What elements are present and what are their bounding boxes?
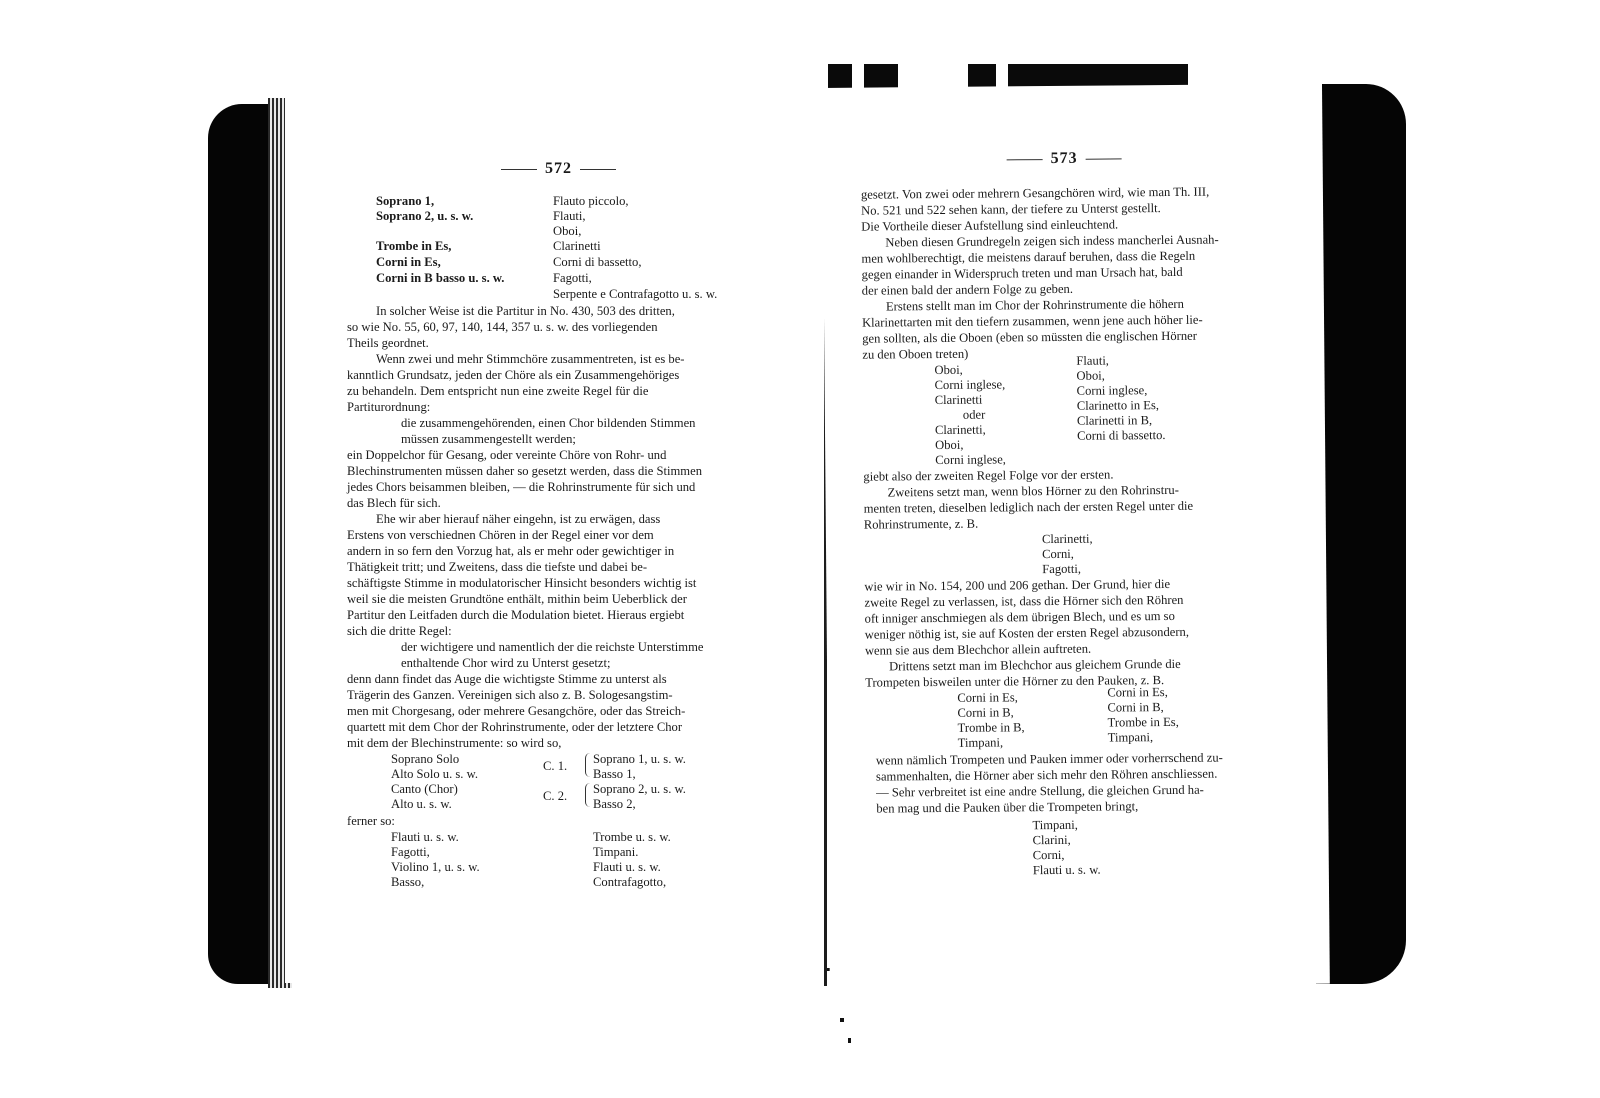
text-line: Trombe in B, (957, 720, 1025, 735)
text-line: Flauti u. s. w. (1032, 862, 1101, 878)
text-line: Trombe in Es, (1107, 714, 1179, 730)
text-line: gen sollten, als die Oboen (eben so müssten die englischen Hörner (862, 328, 1197, 346)
text-line: In solcher Weise ist die Partitur in No. 430, 503 des dritten, (376, 304, 675, 318)
text-line: ben mag und die Pauken über die Trompeten bringt, (876, 799, 1139, 816)
text-line: Flauti u. s. w. (593, 860, 661, 874)
text-line: sich die dritte Regel: (347, 624, 452, 638)
text-line: Clarinetto in Es, (1076, 398, 1160, 413)
text-line: — Sehr verbreitet ist eine andre Stellung, die gleichen Grund ha- (876, 782, 1204, 800)
text-line: oder (962, 407, 986, 422)
text-line: Oboi, (553, 224, 582, 238)
text-line: Blechinstrumenten müssen daher so gesetzt werden, dass die Stimmen (347, 464, 702, 478)
page-number: 573 (1050, 149, 1078, 168)
text-line: Oboi, (934, 362, 963, 378)
text-line: die zusammengehörenden, einen Chor bildenden Stimmen (401, 416, 696, 430)
text-line: Soprano 2, u. s. w. (376, 209, 474, 223)
text-line: Wenn zwei und mehr Stimmchöre zusammentreten, ist es be- (376, 352, 685, 366)
text-line: schäftigste Stimme in modulatorischer Hinsicht besonders wichtig ist (347, 576, 697, 590)
text-line: men wohlberechtigt, die meistens darauf beruhen, dass die Regeln (861, 248, 1196, 266)
text-line: Corni in B, (957, 705, 1014, 720)
text-line: Trombe in Es, (376, 239, 452, 253)
text-line: weil sie die meisten Grundtöne enthält, mithin beim Ueberblick der (347, 592, 687, 606)
text-line: müssen zusammengestellt werden; (401, 432, 576, 446)
text-line: Timpani. (593, 845, 639, 859)
text-line: ein Doppelchor für Gesang, oder vereinte Chöre von Rohr- und (347, 448, 667, 462)
text-line: der einen bald der andern Folge zu geben. (861, 281, 1074, 298)
text-line: Rohrinstrumente, z. B. (863, 516, 979, 532)
text-line: Fagotti, (1042, 561, 1082, 577)
text-line: Flauti, (553, 209, 586, 223)
scan-mark (840, 1018, 844, 1022)
text-line: Flauto piccolo, (553, 194, 629, 208)
page-header (493, 160, 624, 178)
text-line: Fagotti, (391, 845, 430, 859)
brace-icon (585, 783, 591, 807)
text-line: Alto Solo u. s. w. (391, 767, 478, 781)
text-line: Contrafagotto, (593, 875, 667, 889)
text-line: Corni in Es, (1107, 685, 1168, 700)
text-line: Fagotti, (553, 271, 592, 285)
text-line: Erstens von verschiednen Chören in der Regel einer vor dem (347, 528, 654, 542)
text-line: Zweitens setzt man, wenn blos Hörner zu den Rohrinstru- (887, 482, 1179, 500)
text-line: Corni in B basso u. s. w. (376, 271, 505, 285)
text-line: Timpani, (1032, 817, 1078, 833)
text-line: zu behandeln. Dem entspricht nun eine zweite Regel für die (347, 384, 649, 398)
text-line: Corni inglese, (1076, 383, 1148, 398)
text-line: Corni inglese, (935, 452, 1006, 468)
text-line: C. 1. (543, 759, 568, 773)
brace-icon (585, 753, 591, 777)
book-cover-right (1316, 84, 1406, 984)
text-line: Clarinetti, (934, 422, 986, 438)
text-line: zweite Regel zu verlassen, ist, dass die Hörner sich den Röhren (864, 592, 1184, 610)
text-line: Soprano 2, u. s. w. (593, 782, 686, 796)
text-line: sammenhalten, die Hörner aber sich mehr den Röhren anschliessen. (875, 766, 1218, 784)
text-line: kanntlich Grundsatz, jeden der Chöre als ein Zusammengehöriges (347, 368, 680, 382)
left-page (285, 98, 826, 983)
text-line: Trägerin des Ganzen. Vereinigen sich also z. B. Sologesangstim- (347, 688, 673, 702)
text-line: das Blech für sich. (347, 496, 441, 510)
text-line: gegen einander in Widerspruch treten und man Ursach hat, bald (861, 264, 1183, 282)
text-line: Die Vortheile dieser Aufstellung sind einleuchtend. (861, 217, 1119, 234)
text-line: C. 2. (543, 789, 568, 803)
text-line: Trombe u. s. w. (593, 830, 671, 844)
text-line: der wichtigere und namentlich der die reichste Unterstimme (401, 640, 704, 654)
text-line: Timpani, (1107, 730, 1154, 745)
text-line: Drittens setzt man im Blechchor aus gleichem Grunde die (888, 656, 1181, 674)
text-line: Corni di bassetto. (1076, 428, 1166, 443)
page-header (999, 149, 1130, 168)
text-line: Neben diesen Grundregeln zeigen sich indess mancherlei Ausnah- (885, 232, 1219, 250)
text-line: andern in so fern den Vorzug hat, als er mehr oder gewichtiger in (347, 544, 675, 558)
text-line: so wie No. 55, 60, 97, 140, 144, 357 u. s. w. des vorliegenden (347, 320, 658, 334)
text-line: enthaltende Chor wird zu Unterst gesetzt; (401, 656, 611, 670)
text-line: Timpani, (957, 735, 1004, 750)
text-line: Partiturordnung: (347, 400, 431, 414)
text-line: jedes Chors beisammen bleiben, — die Rohrinstrumente für sich und (347, 480, 696, 494)
text-line: Serpente e Contrafagotto u. s. w. (553, 287, 718, 301)
text-line: Flauti, (1076, 353, 1109, 368)
text-line: Corni, (1032, 847, 1065, 863)
text-line: oft inniger anschmiegen als dem übrigen Blech, und es um so (864, 608, 1175, 626)
text-line: No. 521 und 522 sehen kann, der tiefere zu Unterst gestellt. (861, 201, 1161, 218)
text-line: Erstens stellt man im Chor der Rohrinstrumente die höhern (885, 296, 1184, 314)
text-line: Clarinetti in B, (1076, 413, 1153, 428)
page-number: 572 (545, 160, 572, 177)
text-line: gesetzt. Von zwei oder mehrern Gesangchören wird, wie man Th. III, (860, 184, 1210, 202)
text-line: giebt also der zweiten Regel Folge vor der ersten. (863, 467, 1114, 484)
scan-mark (848, 1038, 851, 1043)
text-line: Klarinettarten mit den tiefern zusammen, wenn jene auch höher lie- (861, 312, 1203, 330)
text-line: Violino 1, u. s. w. (391, 860, 480, 874)
text-line: Ehe wir aber hierauf näher eingehn, ist zu erwägen, dass (376, 512, 661, 526)
text-line: Canto (Chor) (391, 782, 458, 796)
text-line: Soprano 1, (376, 194, 435, 208)
text-line: Corni in Es, (376, 255, 441, 269)
text-line: Theils geordnet. (347, 336, 429, 350)
text-line: Soprano Solo (391, 752, 460, 766)
text-line: wenn sie aus dem Blechchor allein auftreten. (864, 641, 1092, 658)
text-line: Flauti u. s. w. (391, 830, 459, 844)
text-line: Corni in B, (1107, 700, 1164, 715)
text-line: ferner so: (347, 814, 395, 828)
text-line: Basso 2, (593, 797, 636, 811)
text-line: menten treten, dieselben lediglich nach der ersten Regel unter die (863, 498, 1194, 516)
text-line: Clarinetti, (1041, 531, 1093, 547)
text-line: wenn nämlich Trompeten und Pauken immer oder vorherrschend zu- (875, 750, 1223, 768)
text-line: Clarinetti (553, 239, 601, 253)
text-line: Clarinetti (934, 392, 983, 408)
text-line: Corni in Es, (957, 690, 1018, 705)
text-line: quartett mit dem Chor der Rohrinstrumente, oder der letztere Chor (347, 720, 683, 734)
text-line: Corni di bassetto, (553, 255, 642, 269)
text-line: Thätigkeit tritt; und Zweitens, dass die tiefste und dabei be- (347, 560, 648, 574)
text-line: Trompeten bisweilen unter die Hörner zu den Pauken, z. B. (865, 673, 1165, 690)
text-line: Partitur den Leitfaden durch die Modulation bietet. Hieraus ergiebt (347, 608, 685, 622)
text-line: Corni inglese, (934, 377, 1006, 393)
text-line: mit dem der Blechinstrumente: so wird so, (347, 736, 562, 750)
text-line: men mit Chorgesang, oder mehrere Gesangchöre, oder das Streich- (347, 704, 686, 718)
text-line: Oboi, (935, 437, 964, 453)
text-line: Basso 1, (593, 767, 636, 781)
text-line: zu den Oboen treten) (862, 346, 969, 362)
text-line: Alto u. s. w. (391, 797, 452, 811)
text-line: Clarini, (1032, 832, 1071, 848)
text-line: wie wir in No. 154, 200 und 206 gethan. Der Grund, hier die (864, 576, 1171, 594)
text-line: Oboi, (1076, 368, 1105, 383)
right-page (822, 84, 1330, 988)
text-line: denn dann findet das Auge die wichtigste Stimme zu unterst als (347, 672, 667, 686)
text-line: Corni, (1042, 546, 1074, 562)
text-line: Soprano 1, u. s. w. (593, 752, 686, 766)
text-line: Basso, (391, 875, 425, 889)
text-line: weniger nöthig ist, sie auf Kosten der ersten Regel abzusondern, (864, 624, 1190, 642)
